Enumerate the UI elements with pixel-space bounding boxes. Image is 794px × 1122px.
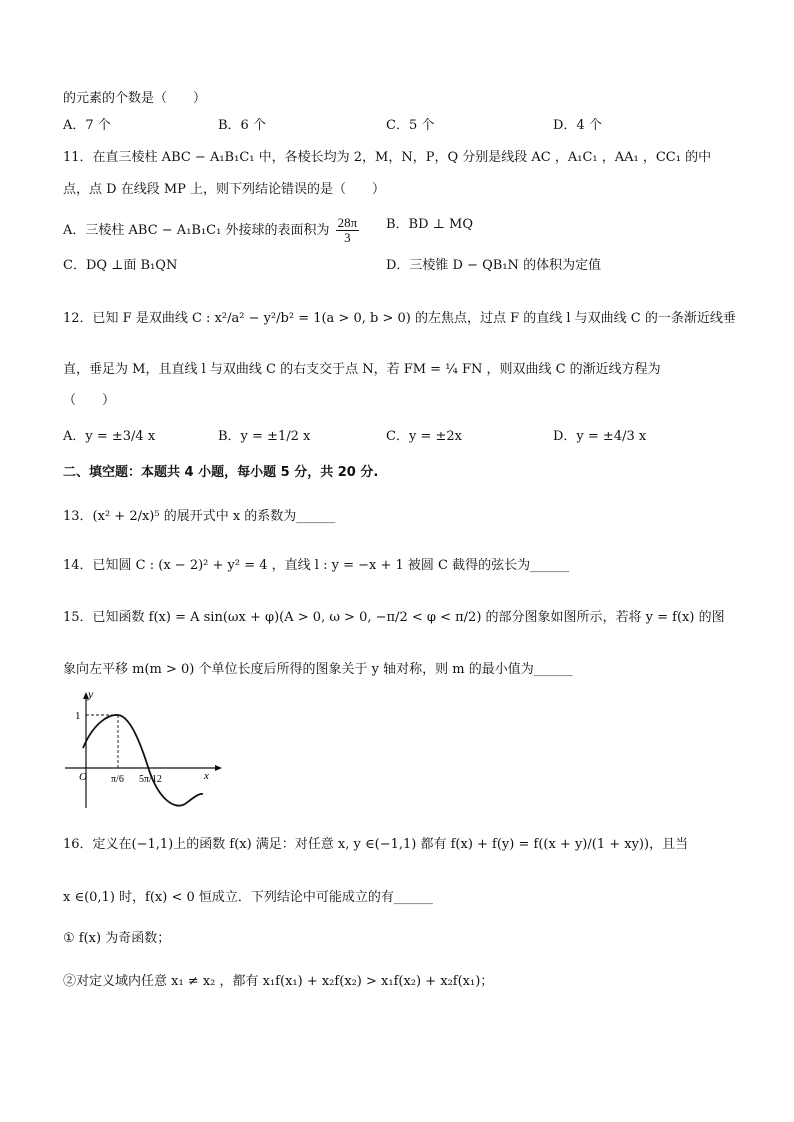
one-label: 1 [75,710,81,722]
q16-line1: 16．定义在(−1,1)上的函数 f(x) 满足：对任意 x, y ∈(−1,1) 都有 f(x) + f(y) = f((x + y)/(1 + xy))，且当 [63,837,689,852]
q12-line1: 12．已知 F 是双曲线 C : x²/a² − y²/b² = 1(a > 0, b > 0) 的左焦点，过点 F 的直线 l 与双曲线 C 的一条渐近线垂 [63,311,736,326]
q11-option-b: B．BD ⊥ MQ [386,217,473,232]
q11-option-a-fraction [336,216,360,245]
q12-option-b: B．y = ±1/2 x [218,429,311,444]
top-text: 的元素的个数是（ ） [63,91,207,106]
q15-line2: 象向左平移 m(m > 0) 个单位长度后所得的图象关于 y 轴对称，则 m 的最小值为______ [63,662,573,677]
y-axis-label: y [88,690,94,701]
q15-line1: 15．已知函数 f(x) = A sin(ωx + φ)(A > 0, ω > 0, −π/2 < φ < π/2) 的部分图象如图所示，若将 y = f(x) 的图 [63,610,725,625]
q10-option-c: C．5 个 [386,118,435,133]
q11-option-c: C．DQ ⊥面 B₁QN [63,258,178,273]
x-axis-label: x [204,770,209,782]
q12-option-c: C．y = ±2x [386,429,462,444]
sine-curve [83,715,203,806]
q11-option-d: D．三棱锥 D − QB₁N 的体积为定值 [386,258,602,273]
q12-line3: （ ） [63,393,116,408]
q11-option-a-numerator: 28π [337,215,358,230]
q10-option-d: D．4 个 [553,118,602,133]
q12-option-a: A．y = ±3/4 x [63,429,156,444]
q10-option-a: A．7 个 [63,118,111,133]
q11-option-a-denominator: 3 [344,230,351,245]
q10-option-b: B．6 个 [218,118,266,133]
q11-option-a-text: A．三棱柱 ABC − A₁B₁C₁ 外接球的表面积为 [63,223,330,238]
pi-over-6-label: π/6 [111,774,124,785]
x-axis-arrow-icon [215,765,222,771]
q11-line1: 11．在直三棱柱 ABC − A₁B₁C₁ 中，各棱长均为 2，M，N，P，Q 分别是线段 AC ，A₁C₁ ，AA₁ ，CC₁ 的中 [63,150,712,165]
q16-item2: ②对定义域内任意 x₁ ≠ x₂ ，都有 x₁f(x₁) + x₂f(x₂) > x₁f(x₂) + x₂f(x₁)； [63,974,494,989]
q11-line2: 点，点 D 在线段 MP 上，则下列结论错误的是（ ） [63,182,386,197]
q14: 14．已知圆 C : (x − 2)² + y² = 4 ，直线 l : y = −x + 1 被圆 C 截得的弦长为______ [63,558,570,573]
five-pi-over-12-label: 5π/12 [139,774,162,785]
origin-label: O [79,771,87,783]
q12-line2: 直，垂足为 M，且直线 l 与双曲线 C 的右支交于点 N，若 FM = ¼ FN ，则双曲线 C 的渐近线方程为 [63,362,661,377]
q15-sine-graph [63,690,223,815]
q16-item1: ① f(x) 为奇函数； [63,931,171,946]
section2-heading: 二、填空题：本题共 4 小题，每小题 5 分，共 20 分. [63,465,379,480]
q16-line2: x ∈(0,1) 时，f(x) < 0 恒成立．下列结论中可能成立的有______ [63,890,433,905]
q12-option-d: D．y = ±4/3 x [553,429,647,444]
q13: 13．(x² + 2/x)⁵ 的展开式中 x 的系数为______ [63,509,336,524]
q11-option-a [63,216,361,245]
